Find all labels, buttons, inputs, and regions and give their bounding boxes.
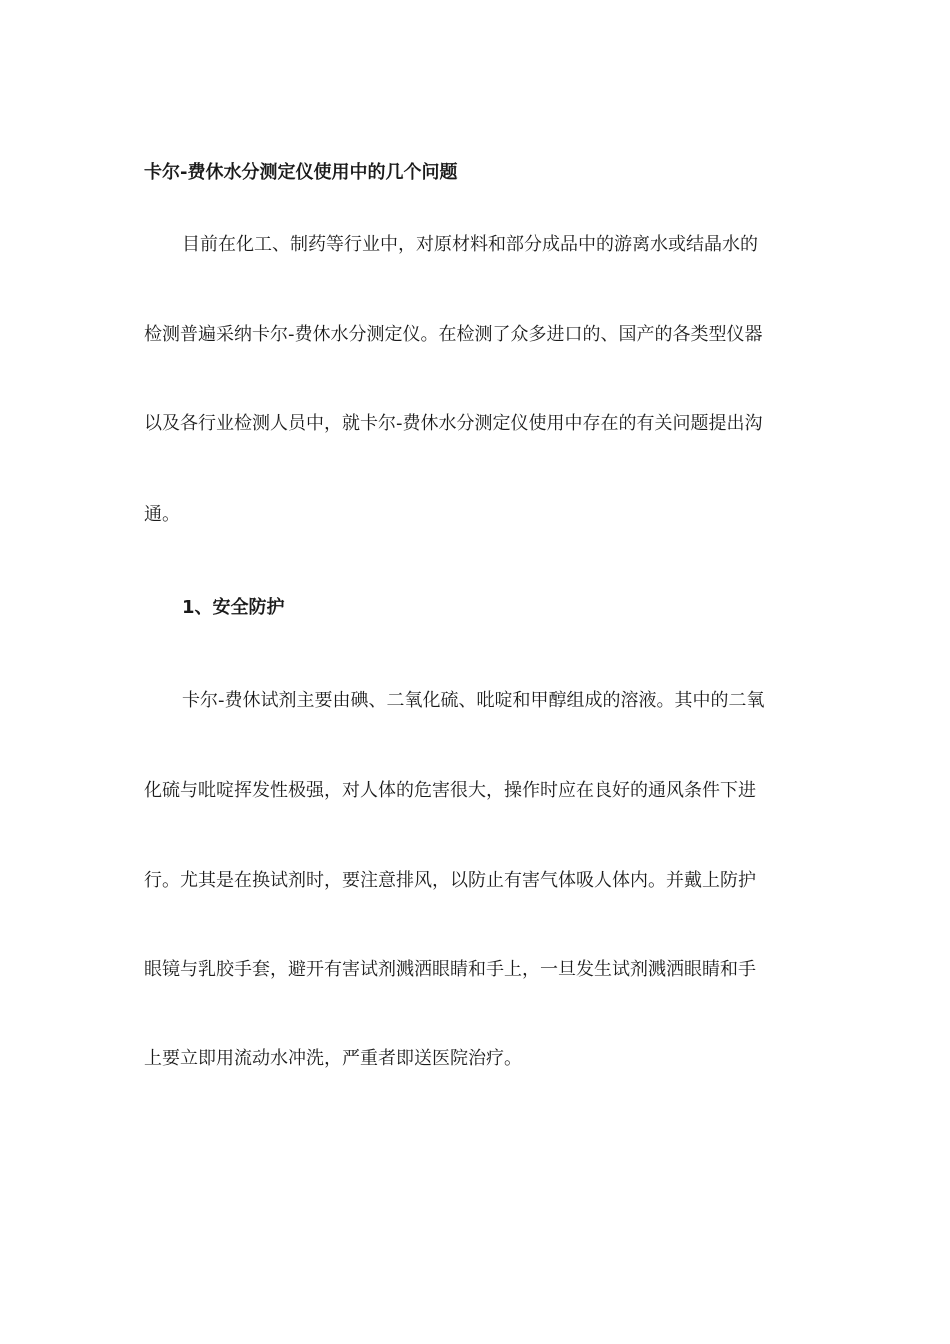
section-line: 眼镜与乳胶手套，避开有害试剂溅洒眼睛和手上，一旦发生试剂溅洒眼睛和手 [144, 959, 756, 980]
section-heading: 1、安全防护 [182, 597, 285, 618]
section-line: 卡尔-费休试剂主要由碘、二氧化硫、吡啶和甲醇组成的溶液。其中的二氧 [182, 690, 765, 711]
section-line: 上要立即用流动水冲洗，严重者即送医院治疗。 [144, 1048, 522, 1069]
section-line: 化硫与吡啶挥发性极强，对人体的危害很大，操作时应在良好的通风条件下进 [144, 780, 756, 801]
intro-line: 通。 [144, 504, 180, 525]
document-title: 卡尔-费休水分测定仪使用中的几个问题 [144, 162, 458, 183]
intro-line: 检测普遍采纳卡尔-费休水分测定仪。在检测了众多进口的、国产的各类型仪器 [144, 324, 763, 345]
intro-line: 目前在化工、制药等行业中，对原材料和部分成品中的游离水或结晶水的 [182, 234, 758, 255]
section-line: 行。尤其是在换试剂时，要注意排风，以防止有害气体吸人体内。并戴上防护 [144, 870, 756, 891]
intro-line: 以及各行业检测人员中，就卡尔-费休水分测定仪使用中存在的有关问题提出沟 [144, 413, 763, 434]
